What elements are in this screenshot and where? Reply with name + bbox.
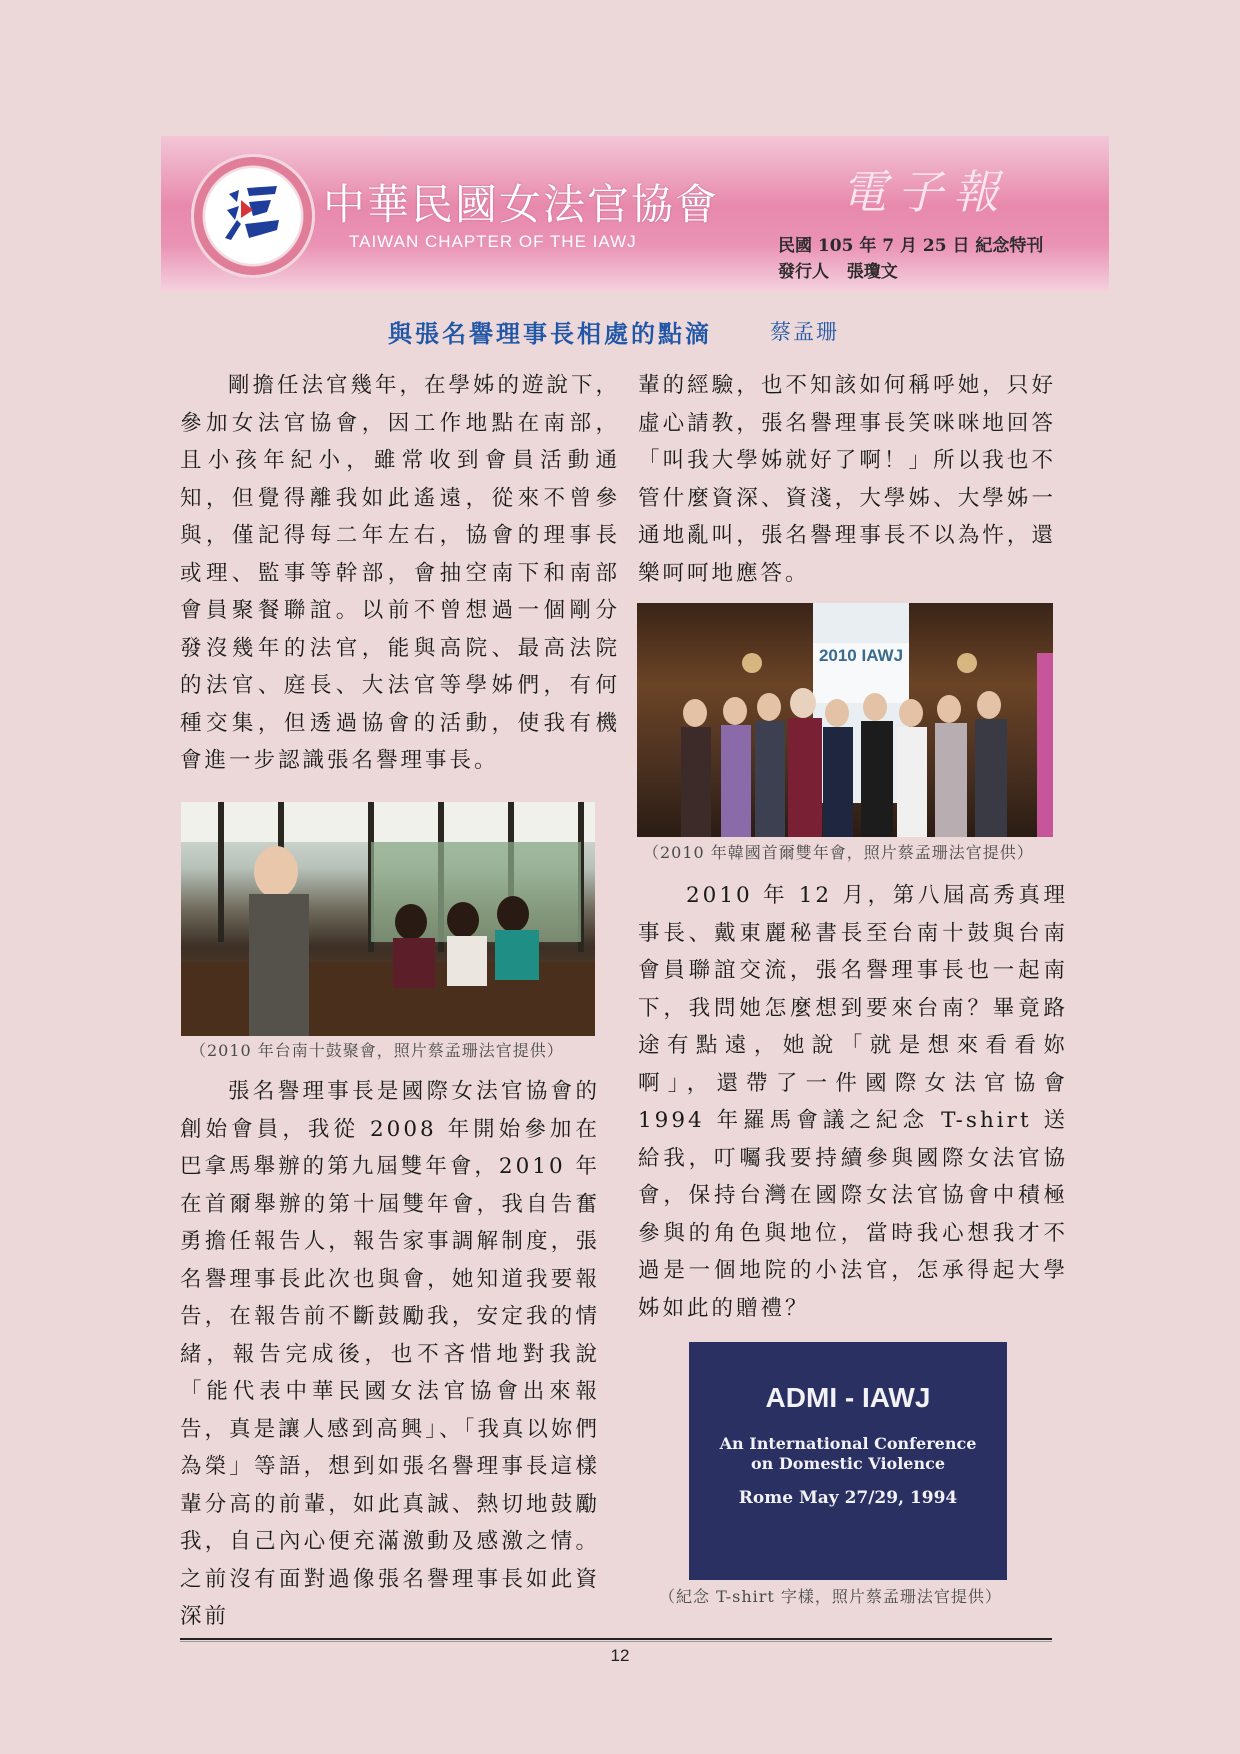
- association-name-zh: 中華民國女法官協會: [323, 180, 720, 229]
- issue-date: 民國 105 年 7 月 25 日 紀念特刊: [778, 236, 1044, 256]
- newsletter-banner: [161, 136, 1109, 292]
- page-number: 12: [610, 1646, 630, 1665]
- photo-tshirt: [689, 1342, 1007, 1580]
- seoul-banner-text: 2010 IAWJ: [818, 646, 904, 665]
- left-column-bottom: [180, 1073, 600, 1636]
- tshirt-line-4: Rome May 27/29, 1994: [738, 1488, 958, 1508]
- footer-divider-shadow: [180, 1641, 1052, 1642]
- edzine-label: 電子報: [841, 165, 1009, 219]
- seal-emblem-icon: [219, 180, 287, 248]
- publisher-line: 發行人 張瓊文: [778, 262, 898, 282]
- photo-seoul-conference: [637, 603, 1053, 837]
- article-author: 蔡孟珊: [770, 320, 839, 344]
- photo-seoul-caption: （2010 年韓國首爾雙年會，照片蔡孟珊法官提供）: [643, 843, 1034, 862]
- tshirt-line-3: on Domestic Violence: [750, 1454, 945, 1473]
- paragraph-3: 2010 年 12 月，第八屆高秀真理事長、戴東麗秘書長至台南十鼓與台南會員聯誼交流，張名譽理事長也一起南下，我問她怎麼想到要來台南？畢竟路途有點遠，她說「就是想來看看妳啊」，還帶了一件國際女法官協會 1994 年羅馬會議之紀念 T-shirt 送給我，叮囑我要持續參與國際女法官協會，保持台灣在國際女法官協會中積極參與的角色與地位，當時我心想我才不過是一個地院的小法官，怎承得起大學姊如此的贈禮？: [638, 883, 1068, 1321]
- paragraph-2: 張名譽理事長是國際女法官協會的創始會員，我從 2008 年開始參加在巴拿馬舉辦的第九屆雙年會，2010 年在首爾舉辦的第十屆雙年會，我自告奮勇擔任報告人，報告家事調解制度，張名譽理事長此次也與會，她知道我要報告，在報告前不斷鼓勵我，安定我的情緒，報告完成後，也不吝惜地對我說「能代表中華民國女法官協會出來報告，真是讓人感到高興」、「我真以妳們為榮」等語，想到如張名譽理事長這樣輩分高的前輩，如此真誠、熱切地鼓勵我，自己內心便充滿激動及感激之情。之前沒有面對過像張名譽理事長如此資深前: [180, 1079, 600, 1629]
- footer-divider: [180, 1638, 1052, 1640]
- association-name-en: TAIWAN CHAPTER OF THE IAWJ: [349, 232, 637, 251]
- tainan-scene-illustration: [181, 802, 595, 1036]
- photo-tainan-caption: （2010 年台南十鼓聚會，照片蔡孟珊法官提供）: [190, 1041, 564, 1060]
- paragraph-1: 剛擔任法官幾年，在學姊的遊說下，參加女法官協會，因工作地點在南部，且小孩年紀小，雖常收到會員活動通知，但覺得離我如此遙遠，從來不曾參與，僅記得每二年左右，協會的理事長或理、監事等幹部，會抽空南下和南部會員聚餐聯誼。以前不曾想過一個剛分發沒幾年的法官，能與高院、最高法院的法官、庭長、大法官等學姊們，有何種交集，但透過協會的活動，使我有機會進一步認識張名譽理事長。: [180, 373, 621, 773]
- photo-tshirt-caption: （紀念 T-shirt 字樣，照片蔡孟珊法官提供）: [659, 1587, 1002, 1606]
- tshirt-line-2: An International Conference: [719, 1434, 977, 1453]
- association-seal-logo: [191, 154, 315, 278]
- seoul-scene-illustration: [637, 603, 1053, 837]
- right-column-bottom: [638, 877, 1068, 1327]
- right-column-top: [638, 367, 1056, 592]
- photo-tainan-gathering: [181, 802, 595, 1036]
- article-title: 與張名譽理事長相處的點滴: [388, 319, 712, 348]
- left-column-top: [180, 367, 620, 780]
- paragraph-2-continued: 輩的經驗，也不知該如何稱呼她，只好虛心請教，張名譽理事長笑咪咪地回答「叫我大學姊就好了啊！」所以我也不管什麼資深、資淺，大學姊、大學姊一通地亂叫，張名譽理事長不以為忤，還樂呵呵地應答。: [638, 373, 1056, 586]
- tshirt-line-1: ADMI - IAWJ: [765, 1382, 931, 1413]
